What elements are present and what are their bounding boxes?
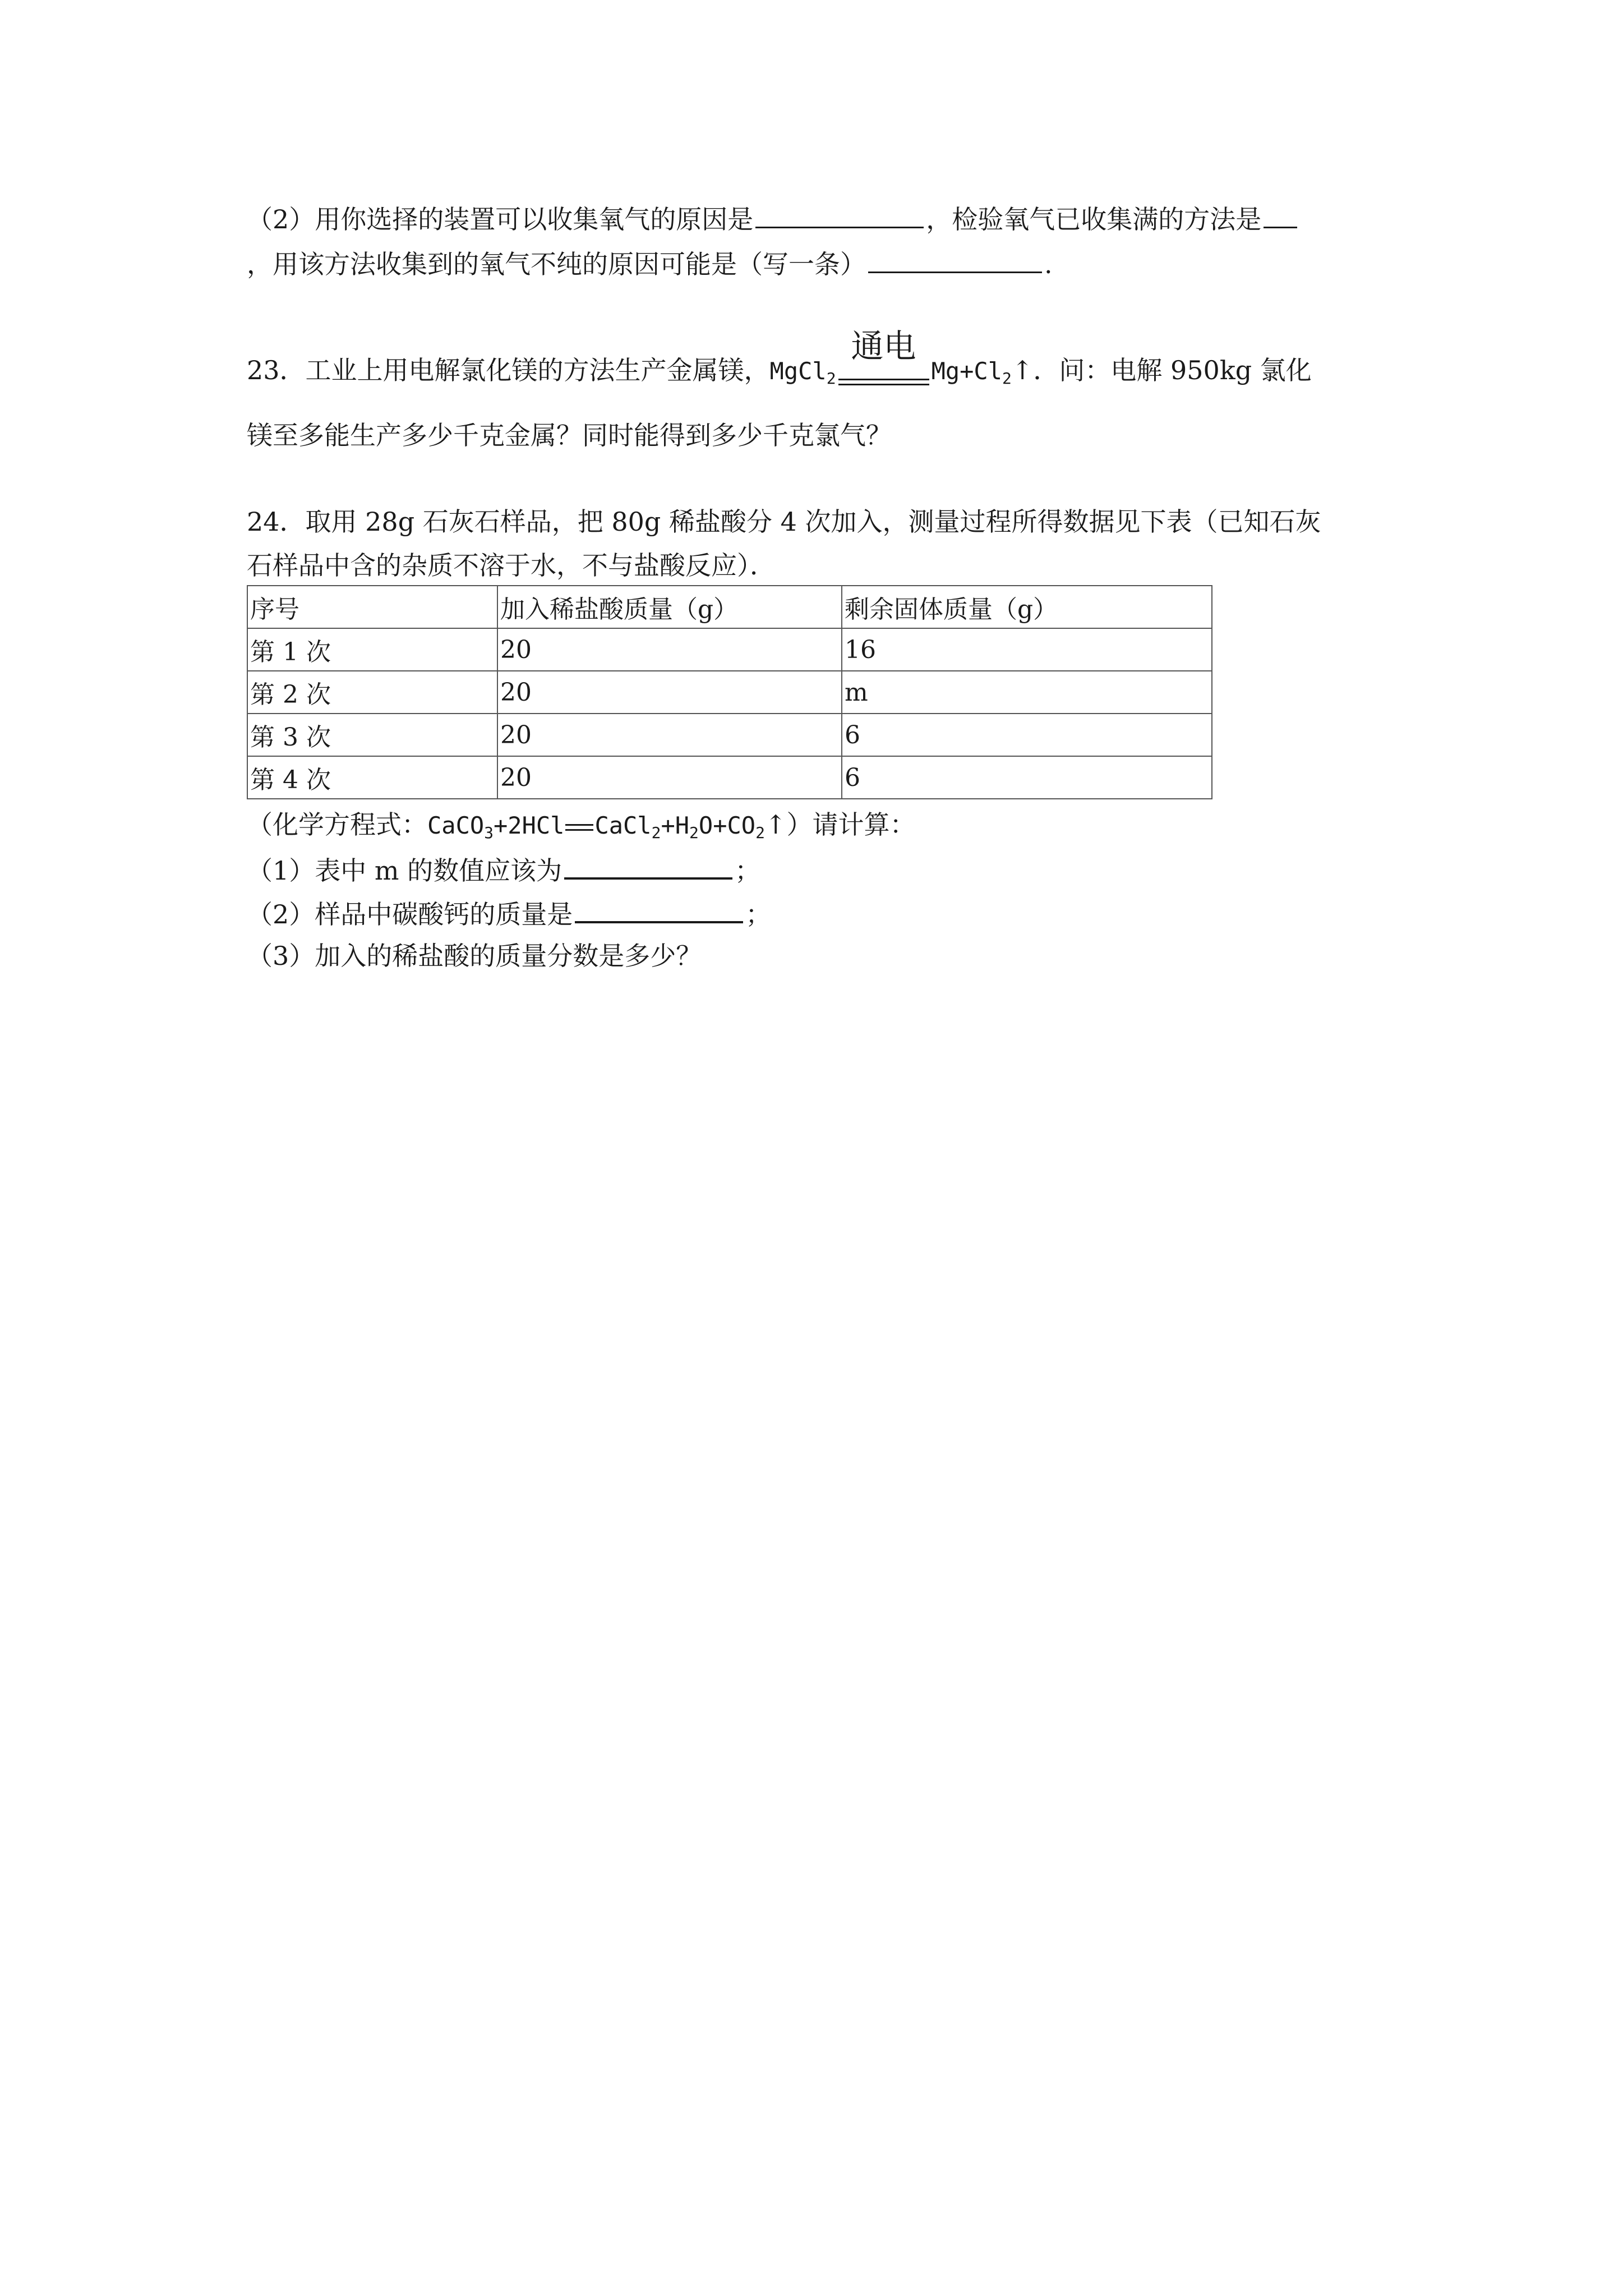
q24-line-2 <box>247 549 776 582</box>
table-cell: 20 <box>497 671 842 714</box>
answer-blank[interactable] <box>575 895 743 923</box>
q22-text-2a: ，用该方法收集到的氧气不纯的原因可能是（写一条） <box>247 249 866 279</box>
q23-formula-right <box>931 357 1012 388</box>
table-header-row <box>247 586 1212 628</box>
formula-subscript: 2 <box>826 369 836 388</box>
formula-subscript: 3 <box>484 823 494 842</box>
q23-text-2: 镁至多能生产多少千克金属？同时能得到多少千克氯气？ <box>247 420 892 450</box>
q24-sub-1-text: （1）表中 m 的数值应该为 <box>247 855 562 886</box>
formula-subscript: 2 <box>755 823 765 842</box>
q23-line-1 <box>247 327 1312 395</box>
formula-text: +H <box>661 812 690 839</box>
table-cell: 第 3 次 <box>247 714 497 756</box>
q24-sub-3-text: （3）加入的稀盐酸的质量分数是多少？ <box>247 941 702 971</box>
q24-sub-2 <box>247 895 771 931</box>
formula-text: CaCO <box>427 812 485 839</box>
data-table <box>247 585 1212 799</box>
table-cell: 20 <box>497 714 842 756</box>
reaction-condition: 通电 <box>851 327 916 365</box>
formula-subscript: 2 <box>1002 369 1012 388</box>
q22-text-2b: . <box>1044 249 1053 279</box>
table-cell: 20 <box>497 628 842 671</box>
equation-prefix: （化学方程式： <box>247 809 427 840</box>
q24-text-2: 石样品中含的杂质不溶于水，不与盐酸反应）． <box>247 550 776 581</box>
q22-line-2 <box>247 246 1053 281</box>
table-cell: 20 <box>497 756 842 799</box>
double-line-sign <box>838 379 929 385</box>
q24-sub-2-end: ； <box>745 899 772 930</box>
q24-sub-1 <box>247 852 760 887</box>
table-cell: 第 4 次 <box>247 756 497 799</box>
table-header-cell: 序号 <box>247 586 497 628</box>
formula-subscript: 2 <box>651 823 661 842</box>
table-row <box>247 714 1212 756</box>
q22-text-1a: （2）用你选择的装置可以收集氧气的原因是 <box>247 204 754 234</box>
q24-sub-1-end: ； <box>735 855 761 886</box>
table-header-cell: 加入稀盐酸质量（g） <box>497 586 842 628</box>
q24-sub-2-text: （2）样品中碳酸钙的质量是 <box>247 899 573 930</box>
reaction-arrow <box>836 327 932 395</box>
table-cell: 6 <box>842 756 1212 799</box>
formula-text: O+CO <box>698 812 756 839</box>
q24-text-1: 24．取用 28g 石灰石样品，把 80g 稀盐酸分 4 次加入，测量过程所得数据见下表（已知石灰 <box>247 507 1321 537</box>
answer-blank[interactable] <box>564 852 732 880</box>
equation-formula <box>427 812 765 842</box>
formula-text: Mg+Cl <box>931 357 1002 385</box>
answer-blank[interactable] <box>755 201 924 228</box>
answer-blank[interactable] <box>868 246 1042 273</box>
answer-blank[interactable] <box>1264 201 1297 228</box>
equation-suffix: ↑）请计算： <box>764 809 916 840</box>
q23-formula-left <box>769 357 836 388</box>
table-cell: 第 1 次 <box>247 628 497 671</box>
table-cell: 第 2 次 <box>247 671 497 714</box>
table-row <box>247 671 1212 714</box>
q22-text-1b: ，检验氧气已收集满的方法是 <box>926 204 1262 234</box>
formula-text: +2HCl <box>494 812 565 839</box>
q22-line-1 <box>247 201 1299 236</box>
double-line-sign <box>565 824 593 831</box>
q24-sub-3 <box>247 939 702 973</box>
table-row <box>247 756 1212 799</box>
formula-subscript: 2 <box>689 823 699 842</box>
q24-equation-line <box>247 808 915 850</box>
table-header-cell: 剩余固体质量（g） <box>842 586 1212 628</box>
q24-line-1 <box>247 505 1321 539</box>
table-cell: 16 <box>842 628 1212 671</box>
q23-text-1a: 23．工业上用电解氯化镁的方法生产金属镁， <box>247 355 770 385</box>
table-cell: 6 <box>842 714 1212 756</box>
formula-text: MgCl <box>769 357 827 385</box>
q23-line-2 <box>247 418 892 452</box>
formula-text: CaCl <box>594 812 652 839</box>
q23-text-1b: ↑．问：电解 950kg 氯化 <box>1011 355 1312 385</box>
table-cell: m <box>842 671 1212 714</box>
table-row <box>247 628 1212 671</box>
